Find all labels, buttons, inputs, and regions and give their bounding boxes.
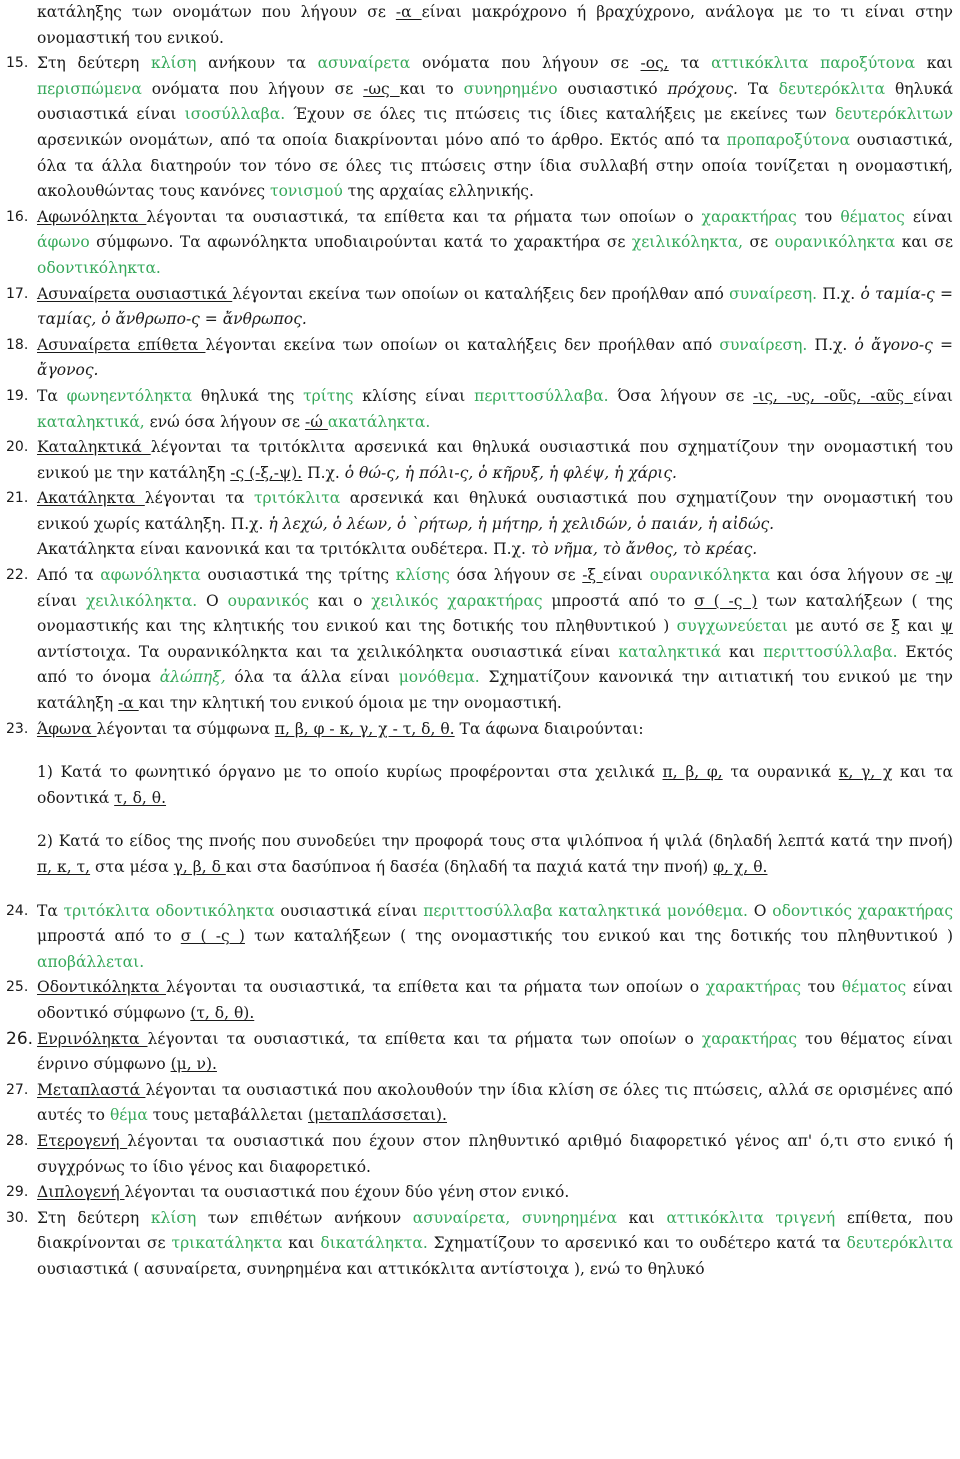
text-span: είναι [904,207,953,226]
example-text: τὸ νῆμα, τὸ ἄνθος, τὸ κρέας. [530,540,758,559]
underlined-term: Αφωνόληκτα [37,207,147,226]
text-span: τα ουρανικά [722,763,839,782]
item-extra-paragraph [37,537,953,563]
list-item [6,384,953,435]
item-body [37,51,953,205]
text-span: λέγονται τα ουσιαστικά, τα επίθετα και τα ρήματα των οποίων ο [147,1029,702,1048]
item-body [37,384,953,435]
underlined-term: π, β, φ, [662,763,723,782]
item-body [37,435,953,486]
term-link: δικατάληκτα. [320,1234,428,1253]
term-link: χαρακτήρας [701,207,797,226]
text-span: είναι [912,386,954,405]
text-span: του θέματος είναι ένρινο σύμφωνο [37,1029,953,1074]
item-number: 21. [6,490,29,507]
item-number: 18. [6,336,29,353]
text-span: είναι [602,566,650,585]
term-link: χαρακτήρας [701,1029,798,1048]
text-span: του [801,978,842,997]
underlined-term: φ, χ, θ. [713,858,768,876]
text-span: Ο [197,591,228,610]
underlined-term: π, β, φ - κ, γ, χ - τ, δ, θ. [274,719,455,738]
list-item [6,333,953,384]
text-span: Εκτός από το όνομα [37,642,953,687]
term-link: δευτερόκλιτων [834,105,953,124]
term-link: τρικατάληκτα [171,1234,283,1253]
underlined-term: -ς (-ξ,-ψ). [230,463,303,482]
item-body [37,1180,953,1206]
text-span: της αρχαίας ελληνικής. [342,182,534,201]
term-link: χειλικόληκτα. [85,591,198,610]
term-link: αττικόκλιτα παροξύτονα [711,54,916,73]
underlined-term: Οδοντικόληκτα [37,978,166,997]
term-link: κλίση [150,1208,197,1227]
term-link: προπαροξύτονα [726,130,851,149]
item-body [37,333,953,384]
term-link: συνηρημένο [463,79,558,98]
text-span: τους μεταβάλλεται [147,1106,309,1125]
item-subparagraph [37,829,953,880]
term-link: χειλικόληκτα, [631,233,744,252]
list-item [6,1180,953,1206]
text-span: λέγονται τα ουσιαστικά που έχουν στον πληθυντικό αριθμό διαφορετικό γένος απ' ό,τι στο ενικό ή συγχρόνως το ίδιο γένος και διαφορετικό. [37,1131,953,1176]
term-link: περιττοσύλλαβα. [474,386,609,405]
item-number: 29. [6,1184,29,1201]
text-span: και ο [309,591,372,610]
underlined-term: -α [395,3,422,21]
term-link: θέματος [841,978,907,997]
underlined-term: -ώ [305,412,328,431]
term-link: καταληκτικά, [37,412,145,431]
item-body [37,717,953,743]
underlined-term: ψ [940,617,954,636]
text-span: Τα [737,79,779,98]
item-body [37,975,953,1026]
text-span: Σχηματίζουν το αρσενικό και το ουδέτερο κατά τα [427,1234,847,1253]
text-span: σύμφωνο. Τα αφωνόληκτα υποδιαιρούνται κατά το χαρακτήρα σε [89,233,632,252]
item-body [37,1027,953,1078]
text-span: ουσιαστικά, όλα τα άλλα διατηρούν τον τόνο σε όλες τις πτώσεις στην ίδια συλλαβή στην οποία τονίζεται η ονομαστική, ακολουθώντας τους κανόνες [37,130,953,201]
list-item [6,563,953,717]
text-span: και την κλητική του ενικού όμοια με την ονομαστική. [138,694,562,713]
item-number: 30. [6,1209,29,1226]
underlined-term: Ετερογενή [37,1131,128,1150]
term-link: κλίση [151,54,197,73]
text-span: και [617,1208,667,1227]
list-item [6,1027,953,1078]
example-text: ὁ ἄγονο-ς = ἄγονος. [37,335,953,380]
underlined-term: γ, β, δ [173,858,226,876]
text-span: και [282,1234,321,1253]
text-span: και [915,54,953,73]
item-number: 20. [6,439,29,456]
term-link: μονόθεμα. [398,668,480,687]
text-span: μπροστά από το [37,927,181,946]
example-text: πρόχους. [667,79,738,98]
text-span: Π.χ. [807,335,855,354]
text-span: ουσιαστικό [557,79,668,98]
term-link: περιττοσύλλαβα. [763,642,898,661]
underlined-term: -ος, [640,54,669,73]
item-body [37,1206,953,1283]
item-number: 26. [6,1028,34,1049]
text-span: και τα οδοντικά [37,763,953,807]
text-span: κλίσης είναι [353,386,475,405]
text-span: λέγονται τα [144,489,254,508]
term-link: θέμα [109,1106,148,1125]
list-item [6,1206,953,1283]
text-span: και σε [895,233,953,252]
text-span: είναι οδοντικό σύμφωνο [37,978,953,1022]
text-span: όλα τα άλλα είναι [225,668,399,687]
term-link: τριτόκλιτα [253,489,341,508]
underlined-term: (τ, δ, θ). [190,1003,255,1022]
text-span: 2) Κατά το είδος της πνοής που συνοδεύει την προφορά τους στα ψιλόπνοα ή ψιλά (δηλαδή λεπτά κατά την πνοή) [37,832,953,851]
text-span: θηλυκά της [192,386,304,405]
item-number: 22. [6,567,29,584]
term-link: αποβάλλεται. [37,952,145,971]
text-span: Τα άφωνα διαιρούνται: [454,719,644,738]
list-item [6,435,953,486]
term-link: τριτόκλιτα οδοντικόληκτα [63,901,275,920]
text-span: Ο [747,901,773,920]
term-link: συναίρεση. [719,335,808,354]
item-body [37,282,953,333]
text-span: είναι [37,591,86,610]
list-item [6,1129,953,1180]
text-span: λέγονται τα τριτόκλιτα αρσενικά και θηλυκά ουσιαστικά που σχηματίζουν την ονομαστική του ενικού με την κατάληξη [37,438,953,482]
list-item [6,899,953,976]
example-text: ὁ θώ-ς, ἡ πόλι-ς, ὁ κῆρυξ, ἡ φλέψ, ἡ χάρις. [344,463,677,482]
underlined-term: Ασυναίρετα επίθετα [37,335,206,354]
text-span: Στη δεύτερη [37,54,151,73]
list-item [6,51,953,205]
text-span: ονόματα που λήγουν σε [410,54,641,73]
item-body [37,563,953,717]
underlined-term: κ, γ, χ [838,763,893,782]
item-number: 28. [6,1132,29,1149]
item-number: 19. [6,387,29,404]
item-subparagraph [37,760,953,811]
text-span: μπροστά από το [542,591,695,610]
text-span: ανήκουν τα [196,54,318,73]
item-body [37,486,953,537]
underlined-term: Καταληκτικά [37,438,151,457]
intro-paragraph [6,0,953,51]
term-link: αφωνόληκτα [100,566,201,585]
text-span: με αυτό σε [787,617,892,636]
underlined-term: -ψ [935,566,954,585]
underlined-term: (μεταπλάσσεται). [308,1106,447,1125]
text-span: ονόματα που λήγουν σε [141,79,364,98]
text-span: Σχηματίζουν κανονικά την αιτιατική του ενικού με την κατάληξη [37,668,953,713]
text-span: λέγονται εκείνα των οποίων οι καταλήξεις δεν προήλθαν από [232,284,730,303]
list-item [6,282,953,333]
text-span: σε [743,233,775,252]
term-link: καταληκτικά [618,642,722,661]
term-link: φωνηεντόληκτα [66,386,193,405]
term-link: περιττοσύλλαβα καταληκτικά μονόθεμα. [423,901,748,920]
term-link: συγχωνεύεται [676,617,788,636]
term-link: κλίσης [395,566,450,585]
text-span: λέγονται τα ουσιαστικά, τα επίθετα και τα ρήματα των οποίων ο [146,207,702,226]
text-span: λέγονται τα ουσιαστικά, τα επίθετα και τα ρήματα των οποίων ο [166,978,706,997]
text-span: του [796,207,841,226]
text-span: ουσιαστικά είναι [274,901,424,920]
term-link: αττικόκλιτα τριγενή [666,1208,836,1227]
text-span: στα μέσα [90,858,174,876]
term-link: ασυναίρετα, συνηρημένα [412,1208,617,1227]
term-link: δευτερόκλιτα [846,1234,953,1253]
text-span: των καταλήξεων ( της ονομαστικής και της κλητικής του ενικού και της δοτικής του πληθυντικού ) [37,591,953,636]
underlined-term: π, κ, τ, [37,858,91,876]
term-link: χειλικός χαρακτήρας [371,591,543,610]
term-link: ασυναίρετα [317,54,411,73]
item-body [37,1078,953,1129]
underlined-term: Διπλογενή [37,1183,125,1202]
term-link: οδοντικόληκτα. [37,258,161,277]
text-span: κατάληξης των ονομάτων που λήγουν σε [37,3,396,21]
underlined-term: σ ( -ς ) [180,927,245,946]
underlined-term: Ακατάληκτα [37,489,145,508]
text-span: λέγονται εκείνα των οποίων οι καταλήξεις δεν προήλθαν από [205,335,720,354]
list-item [6,486,953,563]
text-span: ενώ όσα λήγουν σε [144,412,306,431]
text-span: αντίστοιχα. Τα ουρανικόληκτα και τα χειλικόληκτα ουσιαστικά είναι [37,642,619,661]
underlined-term: τ, δ, θ. [114,788,167,807]
underlined-term: -ις, -υς, -οῦς, -αῦς [753,386,913,405]
text-span: και [900,617,941,636]
text-span: Ακατάληκτα είναι κανονικά και τα τριτόκλιτα ουδέτερα. Π.χ. [37,540,531,559]
term-link: τρίτης [303,386,354,405]
term-link: χαρακτήρας [705,978,802,997]
term-link: συναίρεση. [729,284,818,303]
item-number: 16. [6,208,29,225]
text-span: 1) Κατά το φωνητικό όργανο με το οποίο κυρίως προφέρονται στα χειλικά [37,763,663,782]
underlined-term: -α [118,694,139,713]
term-link: δευτερόκλιτα [778,79,886,98]
example-text: ἡ λεχώ, ὁ λέων, ὁ `ρήτωρ, ἡ μήτηρ, ἡ χελιδών, ὁ παιάν, ἡ αἰδώς. [268,514,775,533]
text-span: Από τα [37,566,101,585]
term-link: ουρανικός [227,591,310,610]
underlined-term: Άφωνα [37,719,97,738]
item-number: 23. [6,720,29,737]
underlined-term: Ενρινόληκτα [37,1029,148,1048]
text-span: Στη δεύτερη [37,1208,151,1227]
underlined-term: Μεταπλαστά [37,1080,146,1099]
text-span: Τα [37,386,67,405]
underlined-term: -ξ [582,566,603,585]
underlined-term: ξ [891,617,901,636]
text-span: επίθετα, που διακρίνονται σε [37,1208,953,1253]
text-span: είναι μακρόχρονο ή βραχύχρονο, ανάλογα με το τι είναι στην ονομαστική του ενικού. [37,3,953,47]
underlined-term: (μ, ν). [170,1055,217,1074]
item-number: 25. [6,979,29,996]
underlined-term: Ασυναίρετα ουσιαστικά [37,284,233,303]
term-link: ισοσύλλαβα. [184,105,286,124]
text-span: των επιθέτων ανήκουν [196,1208,413,1227]
list-item [6,205,953,282]
item-number: 24. [6,902,29,919]
text-span: και στα δασύπνοα ή δασέα (δηλαδή τα παχιά κατά την πνοή) [225,858,714,876]
text-span: όσα λήγουν σε [449,566,583,585]
underlined-term: σ ( -ς ) [694,591,758,610]
term-link: τονισμού [270,182,343,201]
item-number: 27. [6,1081,29,1098]
term-link: ουρανικόληκτα [774,233,896,252]
term-link: θέματος [840,207,905,226]
numbered-list [6,51,953,1282]
text-span: Π.χ. [817,284,861,303]
term-link: ακατάληκτα. [327,412,431,431]
list-item [6,975,953,1026]
text-span: και [721,642,764,661]
example-text: ὁ ταμία-ς = ταμίας, ὁ ἄνθρωπο-ς = ἄνθρωπος. [37,284,953,329]
term-link: άφωνο [37,233,90,252]
list-item [6,1078,953,1129]
text-span: λέγονται τα ουσιαστικά που έχουν δύο γένη στον ενικό. [124,1183,570,1202]
text-span: και το [399,79,464,98]
term-link: ἀλώπηξ, [159,668,226,687]
text-span: αρσενικών ονομάτων, από τα οποία διακρίνονται μόνο από το άρθρο. Εκτός από τα [37,130,727,149]
item-number: 17. [6,285,29,302]
text-span: Τα [37,901,64,920]
text-span: λέγονται τα ουσιαστικά που ακολουθούν την ίδια κλίση σε όλες τις πτώσεις, αλλά σε ορισμένες από αυτές το [37,1080,953,1125]
text-span: και όσα λήγουν σε [770,566,936,585]
text-span: λέγονται τα σύμφωνα [96,719,275,738]
text-span: Όσα λήγουν σε [608,386,753,405]
item-body [37,1129,953,1180]
term-link: οδοντικός χαρακτήρας [772,901,954,920]
term-link: ουρανικόληκτα [649,566,771,585]
text-span: Έχουν σε όλες τις πτώσεις τις ίδιες καταλήξεις με εκείνες των [285,105,835,124]
text-span: ουσιαστικά της τρίτης [200,566,396,585]
underlined-term: -ως [363,79,400,98]
text-span: θηλυκά ουσιαστικά είναι [37,79,953,124]
text-span: ουσιαστικά ( ασυναίρετα, συνηρημένα και αττικόκλιτα αντίστοιχα ), ενώ το θηλυκό [37,1259,705,1278]
text-span: αρσενικά και θηλυκά ουσιαστικά που σχηματίζουν την ονομαστική του ενικού χωρίς κατάληξη. Π.χ. [37,489,953,533]
list-item [6,717,953,899]
term-link: περισπώμενα [37,79,142,98]
text-span: Π.χ. [302,463,345,482]
item-number: 15. [6,55,29,72]
text-span: των καταλήξεων ( της ονομαστικής του ενικού και της δοτικής του πληθυντικού ) [244,927,954,946]
text-span: τα [668,54,712,73]
item-body [37,205,953,282]
item-body [37,899,953,976]
